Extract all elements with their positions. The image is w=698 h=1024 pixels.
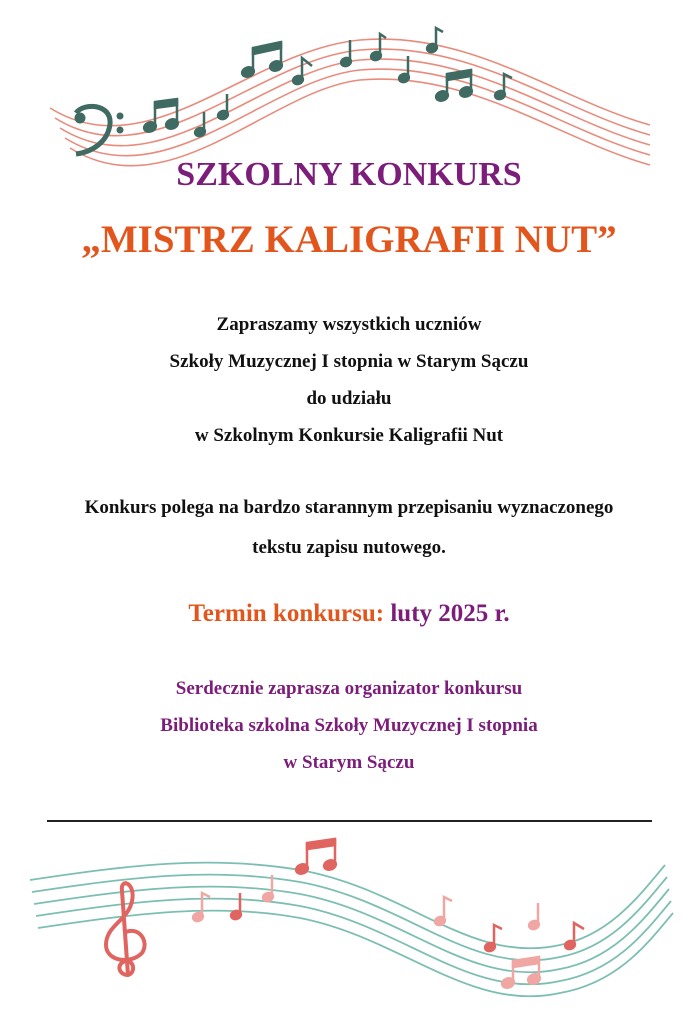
rules-line: Konkurs polega na bardzo starannym przepisaniu wyznaczonego [84,497,614,518]
invitation-line: w Szkolnym Konkursie Kaligrafii Nut [194,425,504,446]
contest-name: „MISTRZ KALIGRAFII NUT” [81,218,617,261]
divider-line [47,820,652,822]
organizer-text [0,670,698,781]
contest-title: SZKOLNY KONKURS [176,156,522,193]
organizer-line: Biblioteka szkolna Szkoły Muzycznej I stopnia [160,715,538,736]
treble-clef-icon [106,883,145,975]
rules-line: tekstu zapisu nutowego. [252,537,446,558]
deadline-value: luty 2025 r. [390,600,510,627]
rules-text [0,488,698,568]
deadline-label: Termin konkursu: [188,600,385,627]
invitation-line: do udziału [306,388,392,409]
organizer-line: w Starym Sączu [283,752,415,773]
invitation-line: Szkoły Muzycznej I stopnia w Starym Sączu [169,351,529,372]
organizer-line: Serdecznie zaprasza organizator konkursu [175,678,523,699]
invitation-line: Zapraszamy wszystkich uczniów [216,314,482,335]
bottom-music-staff-icon [0,825,698,1020]
deadline [0,600,698,628]
invitation-text [0,306,698,454]
